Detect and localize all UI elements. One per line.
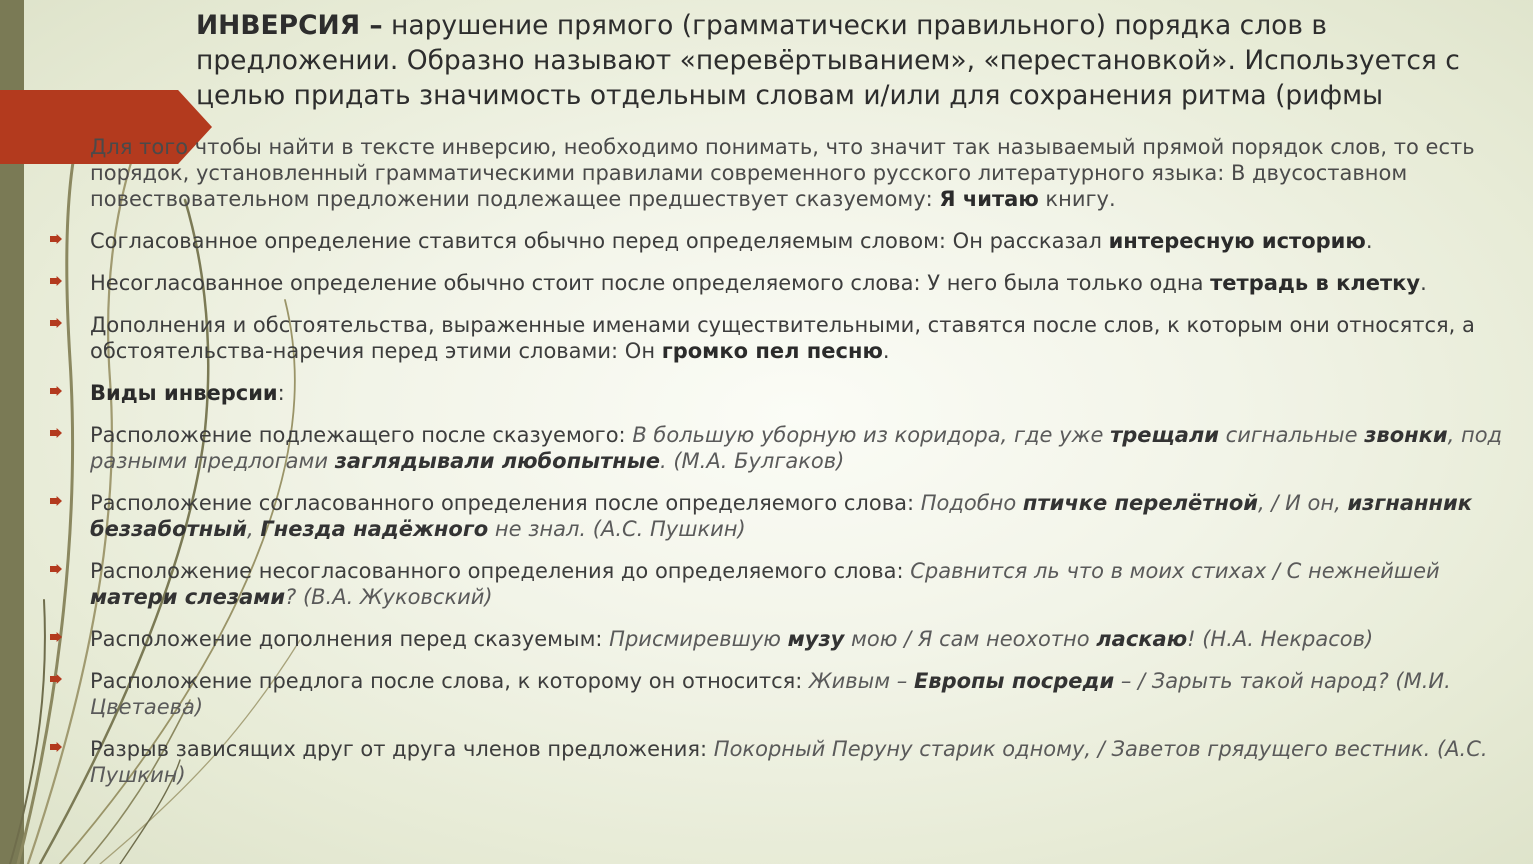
bullet-item xyxy=(90,626,1520,652)
emphasis-text: заглядывали любопытные xyxy=(334,449,661,473)
emphasis-text: птичке перелётной xyxy=(1022,491,1259,515)
emphasis-text: трещали xyxy=(1110,423,1219,447)
title-definition: нарушение прямого (грамматически правильного) порядка слов в предложении. Образно называют «перевёртыванием», «перестановкой». Используется с целью придать значимость отдельным словам и/или для сохранения ритма (рифмы xyxy=(196,10,1460,111)
example-text: Подобно xyxy=(920,491,1023,515)
bullet-item xyxy=(90,312,1520,364)
bullet-text: книгу. xyxy=(1038,187,1116,211)
bullet-item xyxy=(90,736,1520,788)
emphasis-text: Гнезда надёжного xyxy=(260,517,489,541)
bullet-text: Дополнения и обстоятельства, выраженные именами существительными, ставятся после слов, к которым они относятся, а обстоятельства-наречия перед этими словами: Он xyxy=(90,313,1475,363)
example-text: ? (В.А. Жуковский) xyxy=(285,585,493,609)
example-text: Покорный Перуну старик одному, / Заветов грядущего вестник. (А.С. Пушкин) xyxy=(90,737,1488,787)
example-text: , / И он, xyxy=(1258,491,1348,515)
bullet-arrow-icon xyxy=(50,428,62,438)
example-text: . (М.А. Булгаков) xyxy=(660,449,845,473)
example-text: Живым – xyxy=(809,669,914,693)
bullet-arrow-icon xyxy=(50,318,62,328)
bullet-arrow-icon xyxy=(50,386,62,396)
emphasis-text: Я читаю xyxy=(939,187,1039,211)
example-text: В большую уборную из коридора, где уже xyxy=(632,423,1111,447)
bullet-text: Расположение несогласованного определения до определяемого слова: xyxy=(90,559,911,583)
bullet-arrow-icon xyxy=(50,564,62,574)
example-text: Присмиревшую xyxy=(609,627,788,651)
bullet-text: . xyxy=(1420,271,1427,295)
bullet-text: : xyxy=(277,381,285,405)
bullet-arrow-icon xyxy=(50,674,62,684)
bullet-text: Несогласованное определение обычно стоит после определяемого слова: У него была только одна xyxy=(90,271,1211,295)
emphasis-text: ласкаю xyxy=(1096,627,1188,651)
bullet-item xyxy=(90,558,1520,610)
example-text: ! (Н.А. Некрасов) xyxy=(1187,627,1374,651)
example-text: мою / Я сам неохотно xyxy=(844,627,1097,651)
bullet-arrow-icon xyxy=(50,234,62,244)
emphasis-text: матери слезами xyxy=(90,585,286,609)
bullet-text: . xyxy=(882,339,890,363)
example-text: , xyxy=(246,517,261,541)
bullet-text: Согласованное определение ставится обычно перед определяемым словом: Он рассказал xyxy=(90,229,1109,253)
example-text: сигнальные xyxy=(1219,423,1365,447)
bullet-item xyxy=(90,422,1520,474)
emphasis-text: звонки xyxy=(1364,423,1448,447)
bullet-text: Расположение предлога после слова, к которому он относится: xyxy=(90,669,810,693)
bullet-arrow-icon xyxy=(50,742,62,752)
bullet-item xyxy=(90,270,1520,296)
bullet-text: Расположение дополнения перед сказуемым: xyxy=(90,627,610,651)
emphasis-text: Европы посреди xyxy=(913,669,1115,693)
example-text: не знал. (А.С. Пушкин) xyxy=(488,517,746,541)
bullet-item xyxy=(90,380,1520,406)
emphasis-text: изгнанник беззаботный xyxy=(90,491,1472,541)
bullet-item xyxy=(90,668,1520,720)
title-term: ИНВЕРСИЯ – xyxy=(196,10,383,41)
bullet-arrow-icon xyxy=(50,276,62,286)
bullet-arrow-icon xyxy=(50,496,62,506)
emphasis-text: интересную историю xyxy=(1108,229,1366,253)
emphasis-text: Виды инверсии xyxy=(90,381,278,405)
slide-title xyxy=(196,8,1506,113)
example-text: Сравнится ль что в моих стихах / С нежнейшей xyxy=(910,559,1440,583)
bullet-list xyxy=(90,134,1520,804)
bullet-arrow-icon xyxy=(50,632,62,642)
bullet-text: Расположение согласованного определения после определяемого слова: xyxy=(90,491,921,515)
bullet-text: Расположение подлежащего после сказуемого: xyxy=(90,423,633,447)
emphasis-text: тетрадь в клетку xyxy=(1210,271,1421,295)
bullet-text: . xyxy=(1365,229,1373,253)
example-text: – / Зарыть такой народ? (М.И. Цветаева) xyxy=(90,669,1451,719)
emphasis-text: музу xyxy=(787,627,845,651)
emphasis-text: громко пел песню xyxy=(661,339,883,363)
bullet-text: Разрыв зависящих друг от друга членов предложения: xyxy=(90,737,714,761)
bullet-item xyxy=(90,490,1520,542)
example-text: , под разными предлогами xyxy=(90,423,1503,473)
bullet-text: Для того чтобы найти в тексте инверсию, необходимо понимать, что значит так называемый прямой порядок слов, то есть порядок, установленный грамматическими правилами современного русского литературного языка: В двусоставном повествовательном предложении подлежащее предшествует сказуемому: xyxy=(90,135,1475,211)
bullet-item xyxy=(90,134,1520,212)
bullet-item xyxy=(90,228,1520,254)
